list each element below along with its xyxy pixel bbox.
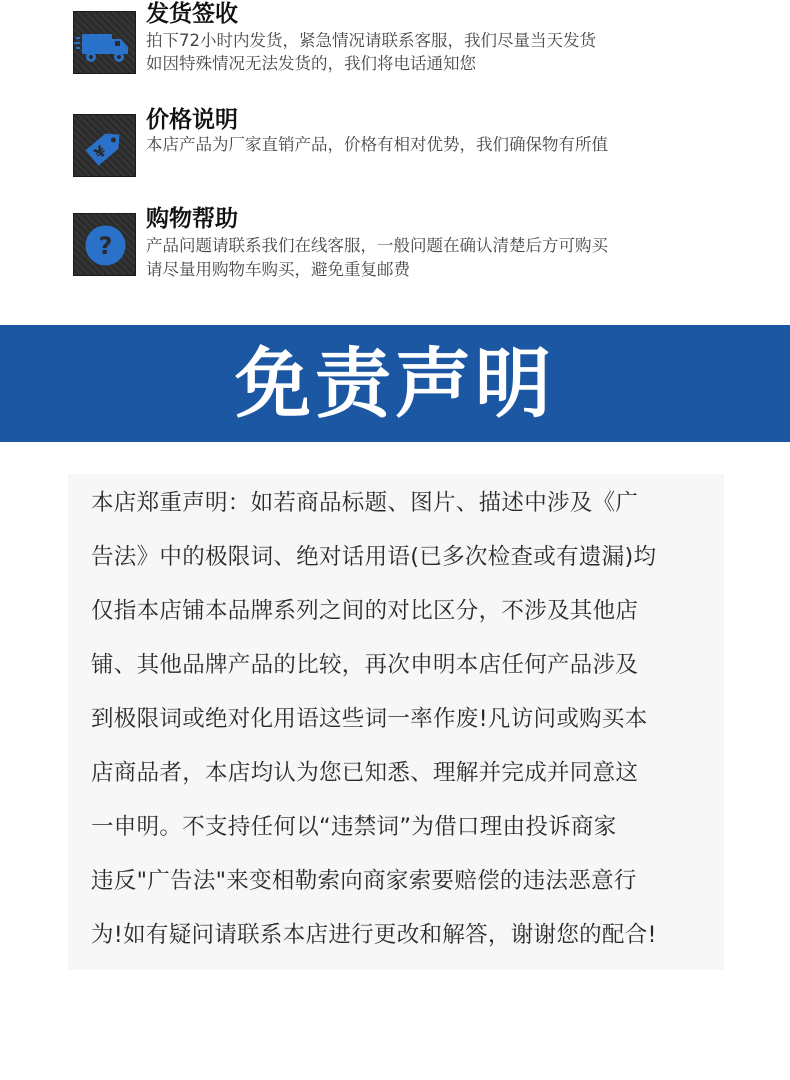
question-icon (73, 213, 136, 276)
truck-icon (73, 11, 136, 74)
price-title: 价格说明 (146, 107, 238, 133)
disclaimer-notice (68, 474, 724, 970)
info-item-price (73, 103, 733, 183)
disclaimer-title: 免责声明 (235, 339, 555, 428)
help-title: 购物帮助 (146, 206, 238, 232)
notice-line-7: 一申明。不支持任何以“违禁词”为借口理由投诉商家 (91, 814, 617, 840)
notice-line-8: 违反"广告法"来变相勒索向商家索要赔偿的违法恶意行 (91, 868, 637, 894)
notice-line-9: 为!如有疑问请联系本店进行更改和解答，谢谢您的配合! (91, 922, 657, 948)
info-item-help (73, 205, 733, 285)
notice-line-5: 到极限词或绝对化用语这些词一率作废!凡访问或购买本 (91, 706, 648, 732)
notice-line-1: 本店郑重声明：如若商品标题、图片、描述中涉及《广 (91, 490, 639, 516)
price-tag-icon (73, 114, 136, 177)
disclaimer-banner (0, 325, 790, 442)
notice-line-4: 铺、其他品牌产品的比较，再次申明本店任何产品涉及 (91, 652, 639, 678)
shipping-text-line-2: 如因特殊情况无法发货的，我们将电话通知您 (146, 54, 476, 73)
svg-text:?: ? (98, 232, 113, 260)
shipping-text-line-1: 拍下72小时内发货，紧急情况请联系客服，我们尽量当天发货 (146, 31, 596, 50)
price-text-line-1: 本店产品为厂家直销产品，价格有相对优势，我们确保物有所值 (146, 135, 608, 154)
info-item-shipping (73, 0, 733, 80)
shipping-title: 发货签收 (146, 1, 238, 27)
help-text-line-2: 请尽量用购物车购买，避免重复邮费 (146, 260, 410, 279)
notice-line-6: 店商品者，本店均认为您已知悉、理解并完成并同意这 (91, 760, 639, 786)
notice-line-3: 仅指本店铺本品牌系列之间的对比区分，不涉及其他店 (91, 598, 639, 624)
notice-line-2: 告法》中的极限词、绝对话用语(已多次检查或有遗漏)均 (91, 544, 657, 570)
help-text-line-1: 产品问题请联系我们在线客服，一般问题在确认清楚后方可购买 (146, 236, 608, 255)
svg-text:¥: ¥ (90, 142, 111, 163)
